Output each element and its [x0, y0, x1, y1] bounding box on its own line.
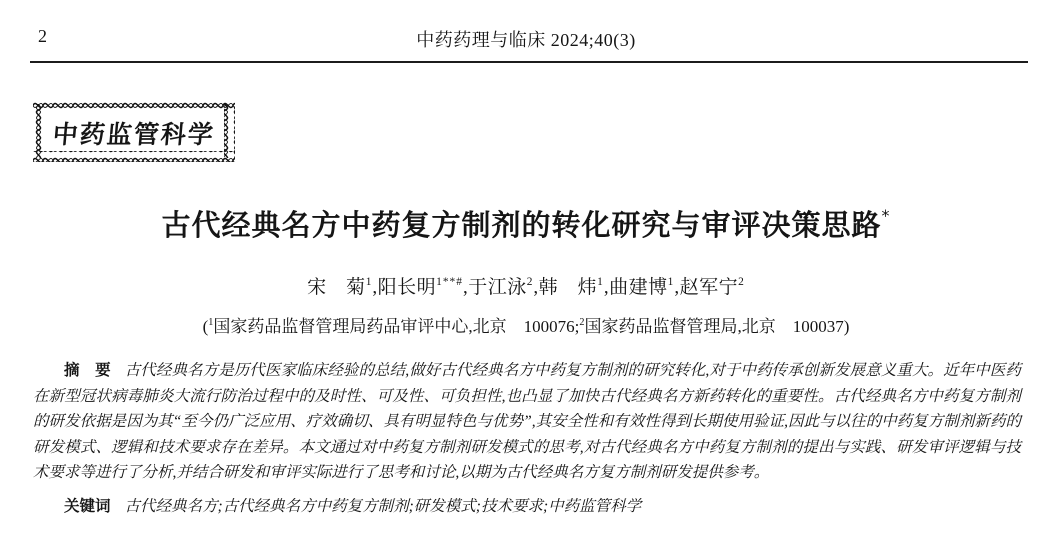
abstract-text: 古代经典名方是历代医家临床经验的总结,做好古代经典名方中药复方制剂的研究转化,对于中药传承创新发展意义重大。近年中医药在新型冠状病毒肺炎大流行防治过程中的及时性、可及性、可负担性,也凸显了加快古代经典名方新药转化的重要性。古代经典名方中药复方制剂的研发依据是因为其“至今仍广泛应用、疗效确切、具有明显特色与优势”,其安全性和有效性得到长期使用验证,因此与以往的中药复方制剂新药的研发模式、逻辑和技术要求存在差异。本文通过对中药复方制剂研发模式的思考,对古代经典名方中药复方制剂的提出与实践、研发审评逻辑与技术要求等进行了分析,并结合研发和审评实际进行了思考和讨论,以期为古代经典名方复方制剂研发提供参考。: [33, 362, 1021, 481]
page-number: 2: [38, 26, 47, 46]
abstract-block: [33, 358, 1021, 519]
author-separator: ,: [674, 277, 680, 298]
author: 宋 菊$^1$: [307, 276, 373, 298]
affiliation: 国家药品监督管理局,北京 100037: [584, 317, 844, 336]
author: 韩 炜$^1$: [538, 276, 604, 298]
keywords-text: 古代经典名方;古代经典名方中药复方制剂;研发模式;技术要求;中药监管科学: [124, 497, 642, 515]
header-rule: [30, 61, 1028, 63]
author-separator: ,: [372, 277, 378, 298]
author: 曲建博$^1$: [609, 276, 675, 298]
journal-title: 中药药理与临床 2024;40(3): [416, 30, 636, 50]
title-footnote-mark: *: [881, 206, 891, 225]
author-separator: ,: [533, 277, 539, 298]
keywords-label: 关键词: [64, 496, 111, 515]
author: 赵军宁$^2$: [679, 276, 745, 298]
author-separator: ,: [603, 277, 610, 298]
column-banner-label: 中药监管科学: [51, 120, 217, 149]
author: 阳长明$^{1**\#}$: [377, 276, 463, 298]
abstract-label: 摘 要: [64, 361, 111, 379]
abstract-paragraph: [33, 358, 1021, 486]
author-list: [0, 272, 1052, 299]
keywords-paragraph: [33, 494, 1021, 519]
column-banner: [33, 100, 235, 162]
article-title-text: 古代经典名方中药复方制剂的转化研究与审评决策思路: [161, 208, 882, 242]
article-title: [0, 203, 1052, 244]
affiliation-line: ($^1$国家药品监督管理局药品审评中心,北京 100076;$^2$国家药品监督管理局,北京 100037): [202, 317, 850, 336]
author-separator: ,: [462, 277, 469, 298]
running-head: [33, 26, 1019, 52]
author: 于江泳$^2$: [468, 276, 534, 298]
affiliation: 国家药品监督管理局药品审评中心,北京 100076;: [213, 317, 580, 336]
